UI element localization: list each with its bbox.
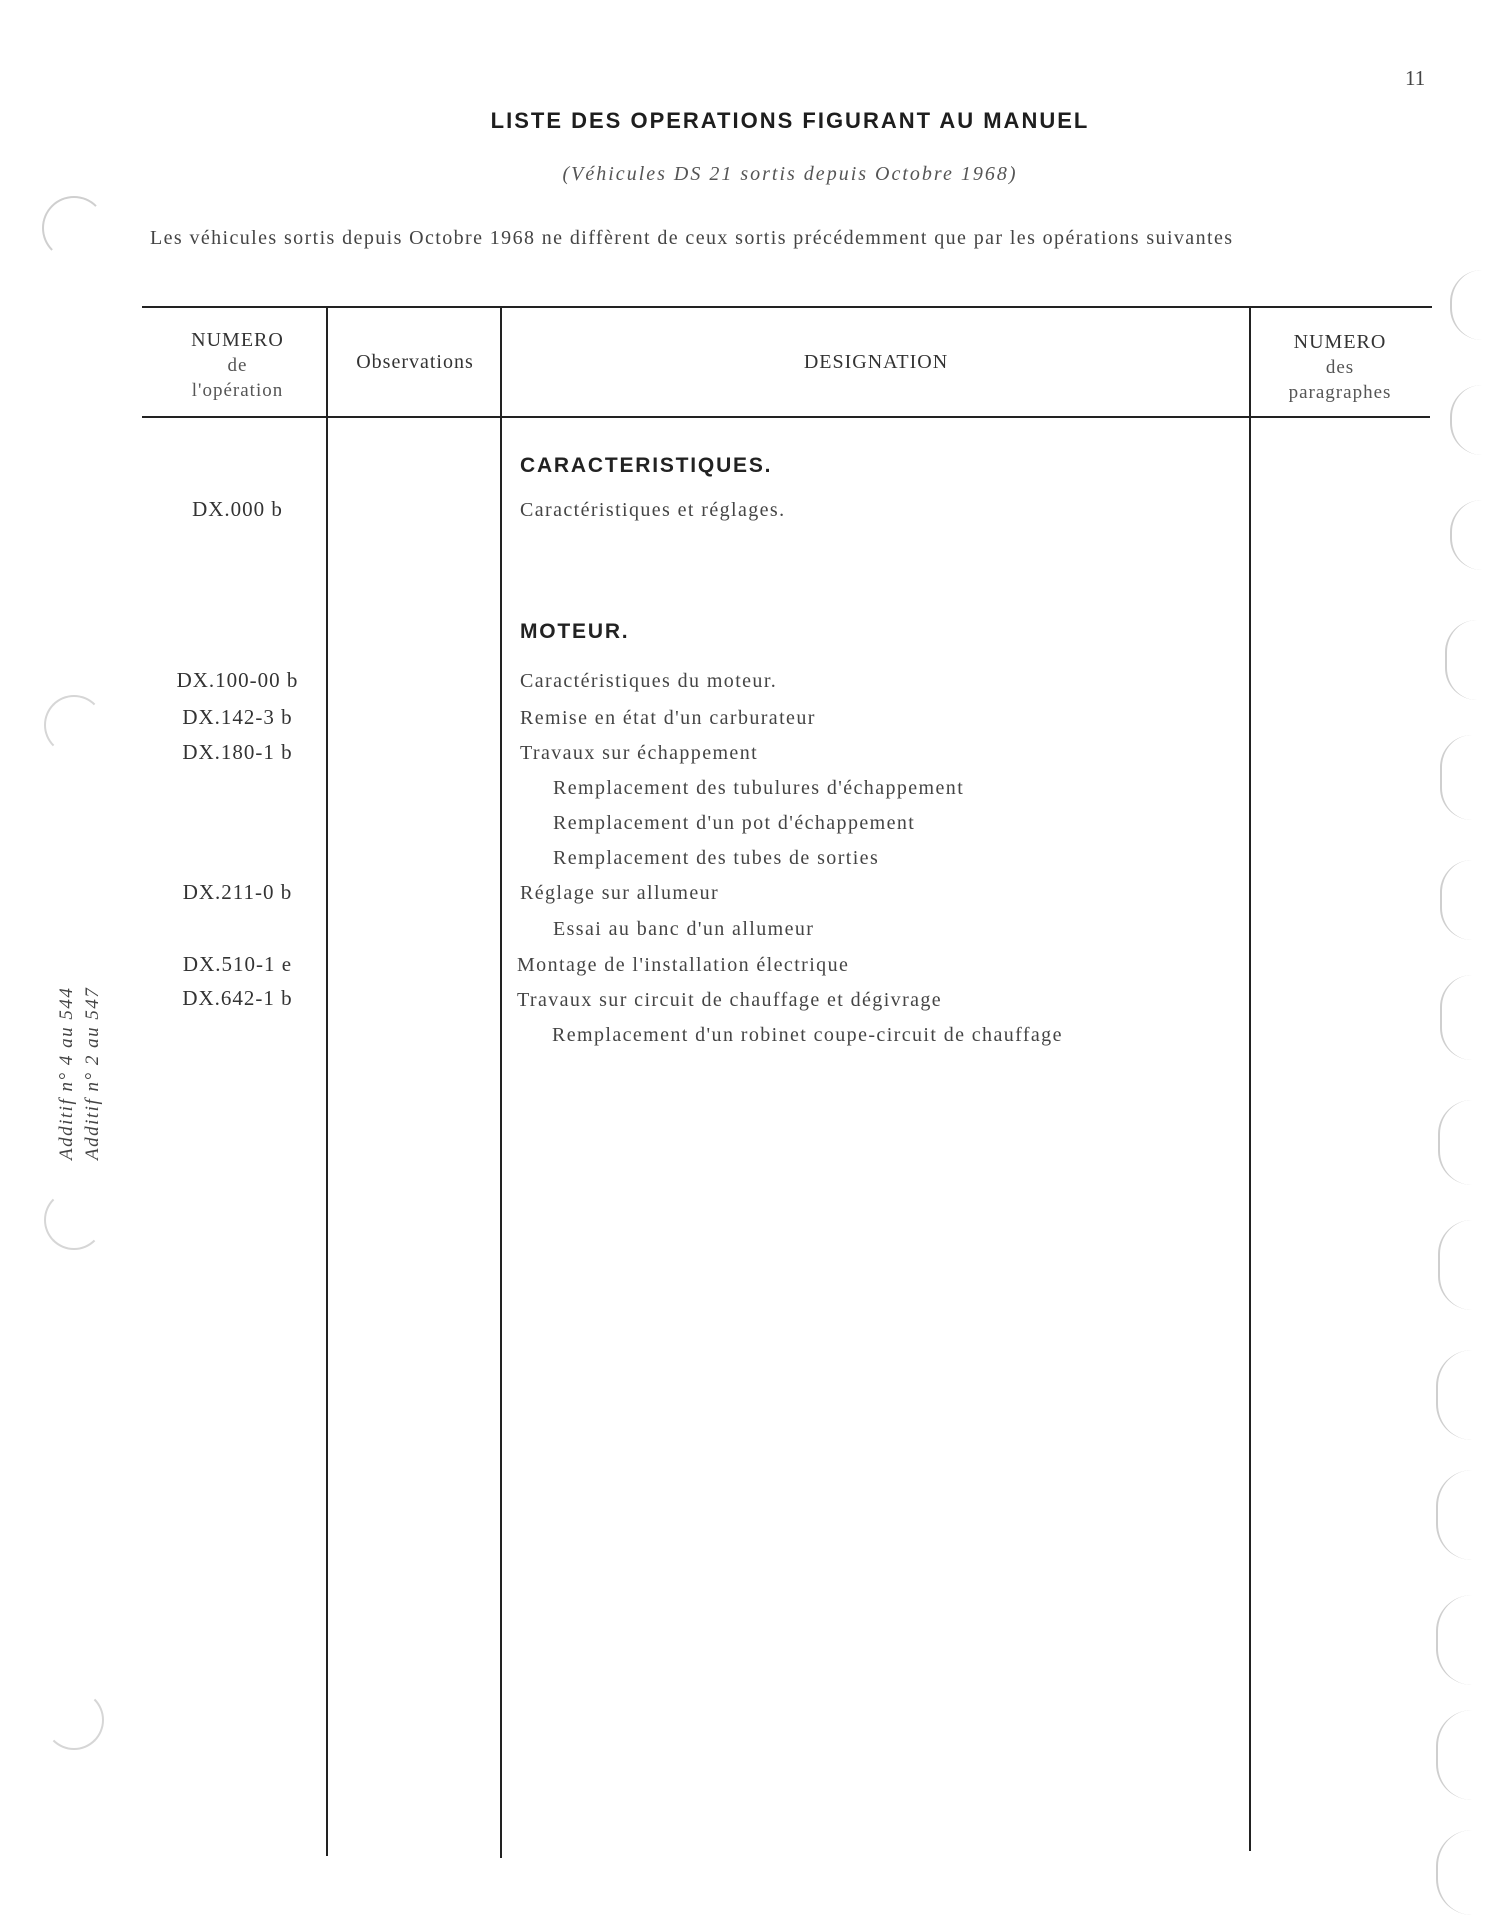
tab-edge (1440, 735, 1472, 820)
table-top-rule (142, 306, 1432, 308)
table-row-designation: Travaux sur circuit de chauffage et dégivrage (517, 989, 943, 1011)
header-observations: Observations (356, 351, 474, 373)
table-row-designation: Travaux sur échappement (520, 742, 759, 764)
table-row-numero: DX.642-1 b (182, 986, 293, 1010)
section-title-moteur: MOTEUR. (520, 620, 630, 643)
table-row-numero: DX.510-1 e (182, 952, 293, 976)
side-note-line-2: Additif n° 2 au 547 (82, 986, 103, 1160)
table-header-rule (142, 416, 1430, 418)
table-row-designation-sub: Remplacement des tubulures d'échappement (553, 777, 965, 799)
table-row-designation: Remise en état d'un carburateur (520, 707, 816, 729)
tab-edge (1436, 1350, 1472, 1440)
table-row-numero: DX.000 b (192, 497, 283, 521)
column-divider (326, 308, 328, 1856)
intro-text: Les véhicules sortis depuis Octobre 1968 ne diffèrent de ceux sortis précédemment que par les opérations suivantes (150, 227, 1234, 249)
table-row-designation: Caractéristiques et réglages. (520, 499, 786, 521)
column-divider (1249, 306, 1251, 1851)
tab-edge (1450, 500, 1482, 570)
table-row-numero: DX.211-0 b (182, 880, 293, 904)
page-title: LISTE DES OPERATIONS FIGURANT AU MANUEL (490, 108, 1090, 133)
tab-edge (1436, 1710, 1472, 1800)
table-row-designation-sub: Remplacement d'un robinet coupe-circuit de chauffage (552, 1024, 1063, 1046)
table-row-designation: Montage de l'installation électrique (517, 954, 850, 976)
punch-hole (44, 1690, 104, 1750)
header-numero-paragraphes: NUMERO des paragraphes (1288, 331, 1392, 403)
tab-edge (1445, 620, 1477, 700)
tab-edge (1436, 1595, 1472, 1685)
table-row-designation: Caractéristiques du moteur. (520, 670, 778, 692)
table-row-numero: DX.180-1 b (182, 740, 293, 764)
tab-edge (1440, 975, 1472, 1060)
side-note-line-1: Additif n° 4 au 544 (56, 986, 77, 1160)
table-row-designation-sub: Remplacement d'un pot d'échappement (553, 812, 916, 834)
punch-hole (44, 695, 104, 755)
section-title-caracteristiques: CARACTERISTIQUES. (520, 454, 773, 477)
table-row-numero: DX.100-00 b (176, 668, 299, 692)
table-row-designation: Réglage sur allumeur (520, 882, 720, 904)
tab-edge (1438, 1220, 1472, 1310)
header-numero-operation: NUMERO de l'opération (191, 329, 284, 401)
page-number: 11 (1405, 66, 1426, 90)
tab-edge (1438, 1100, 1472, 1185)
table-row-numero: DX.142-3 b (182, 705, 293, 729)
punch-hole (44, 1190, 104, 1250)
header-designation: DESIGNATION (803, 351, 949, 373)
tab-edge (1436, 1470, 1472, 1560)
column-divider (500, 306, 502, 1858)
punch-hole (42, 196, 106, 260)
tab-edge (1440, 860, 1472, 940)
tab-edge (1436, 1830, 1472, 1915)
tab-edge (1450, 270, 1482, 340)
table-row-designation-sub: Remplacement des tubes de sorties (553, 847, 880, 869)
page-subtitle: (Véhicules DS 21 sortis depuis Octobre 1968) (562, 163, 1018, 185)
tab-edge (1450, 385, 1482, 455)
side-note (40, 940, 103, 1170)
table-row-designation-sub: Essai au banc d'un allumeur (553, 918, 815, 940)
